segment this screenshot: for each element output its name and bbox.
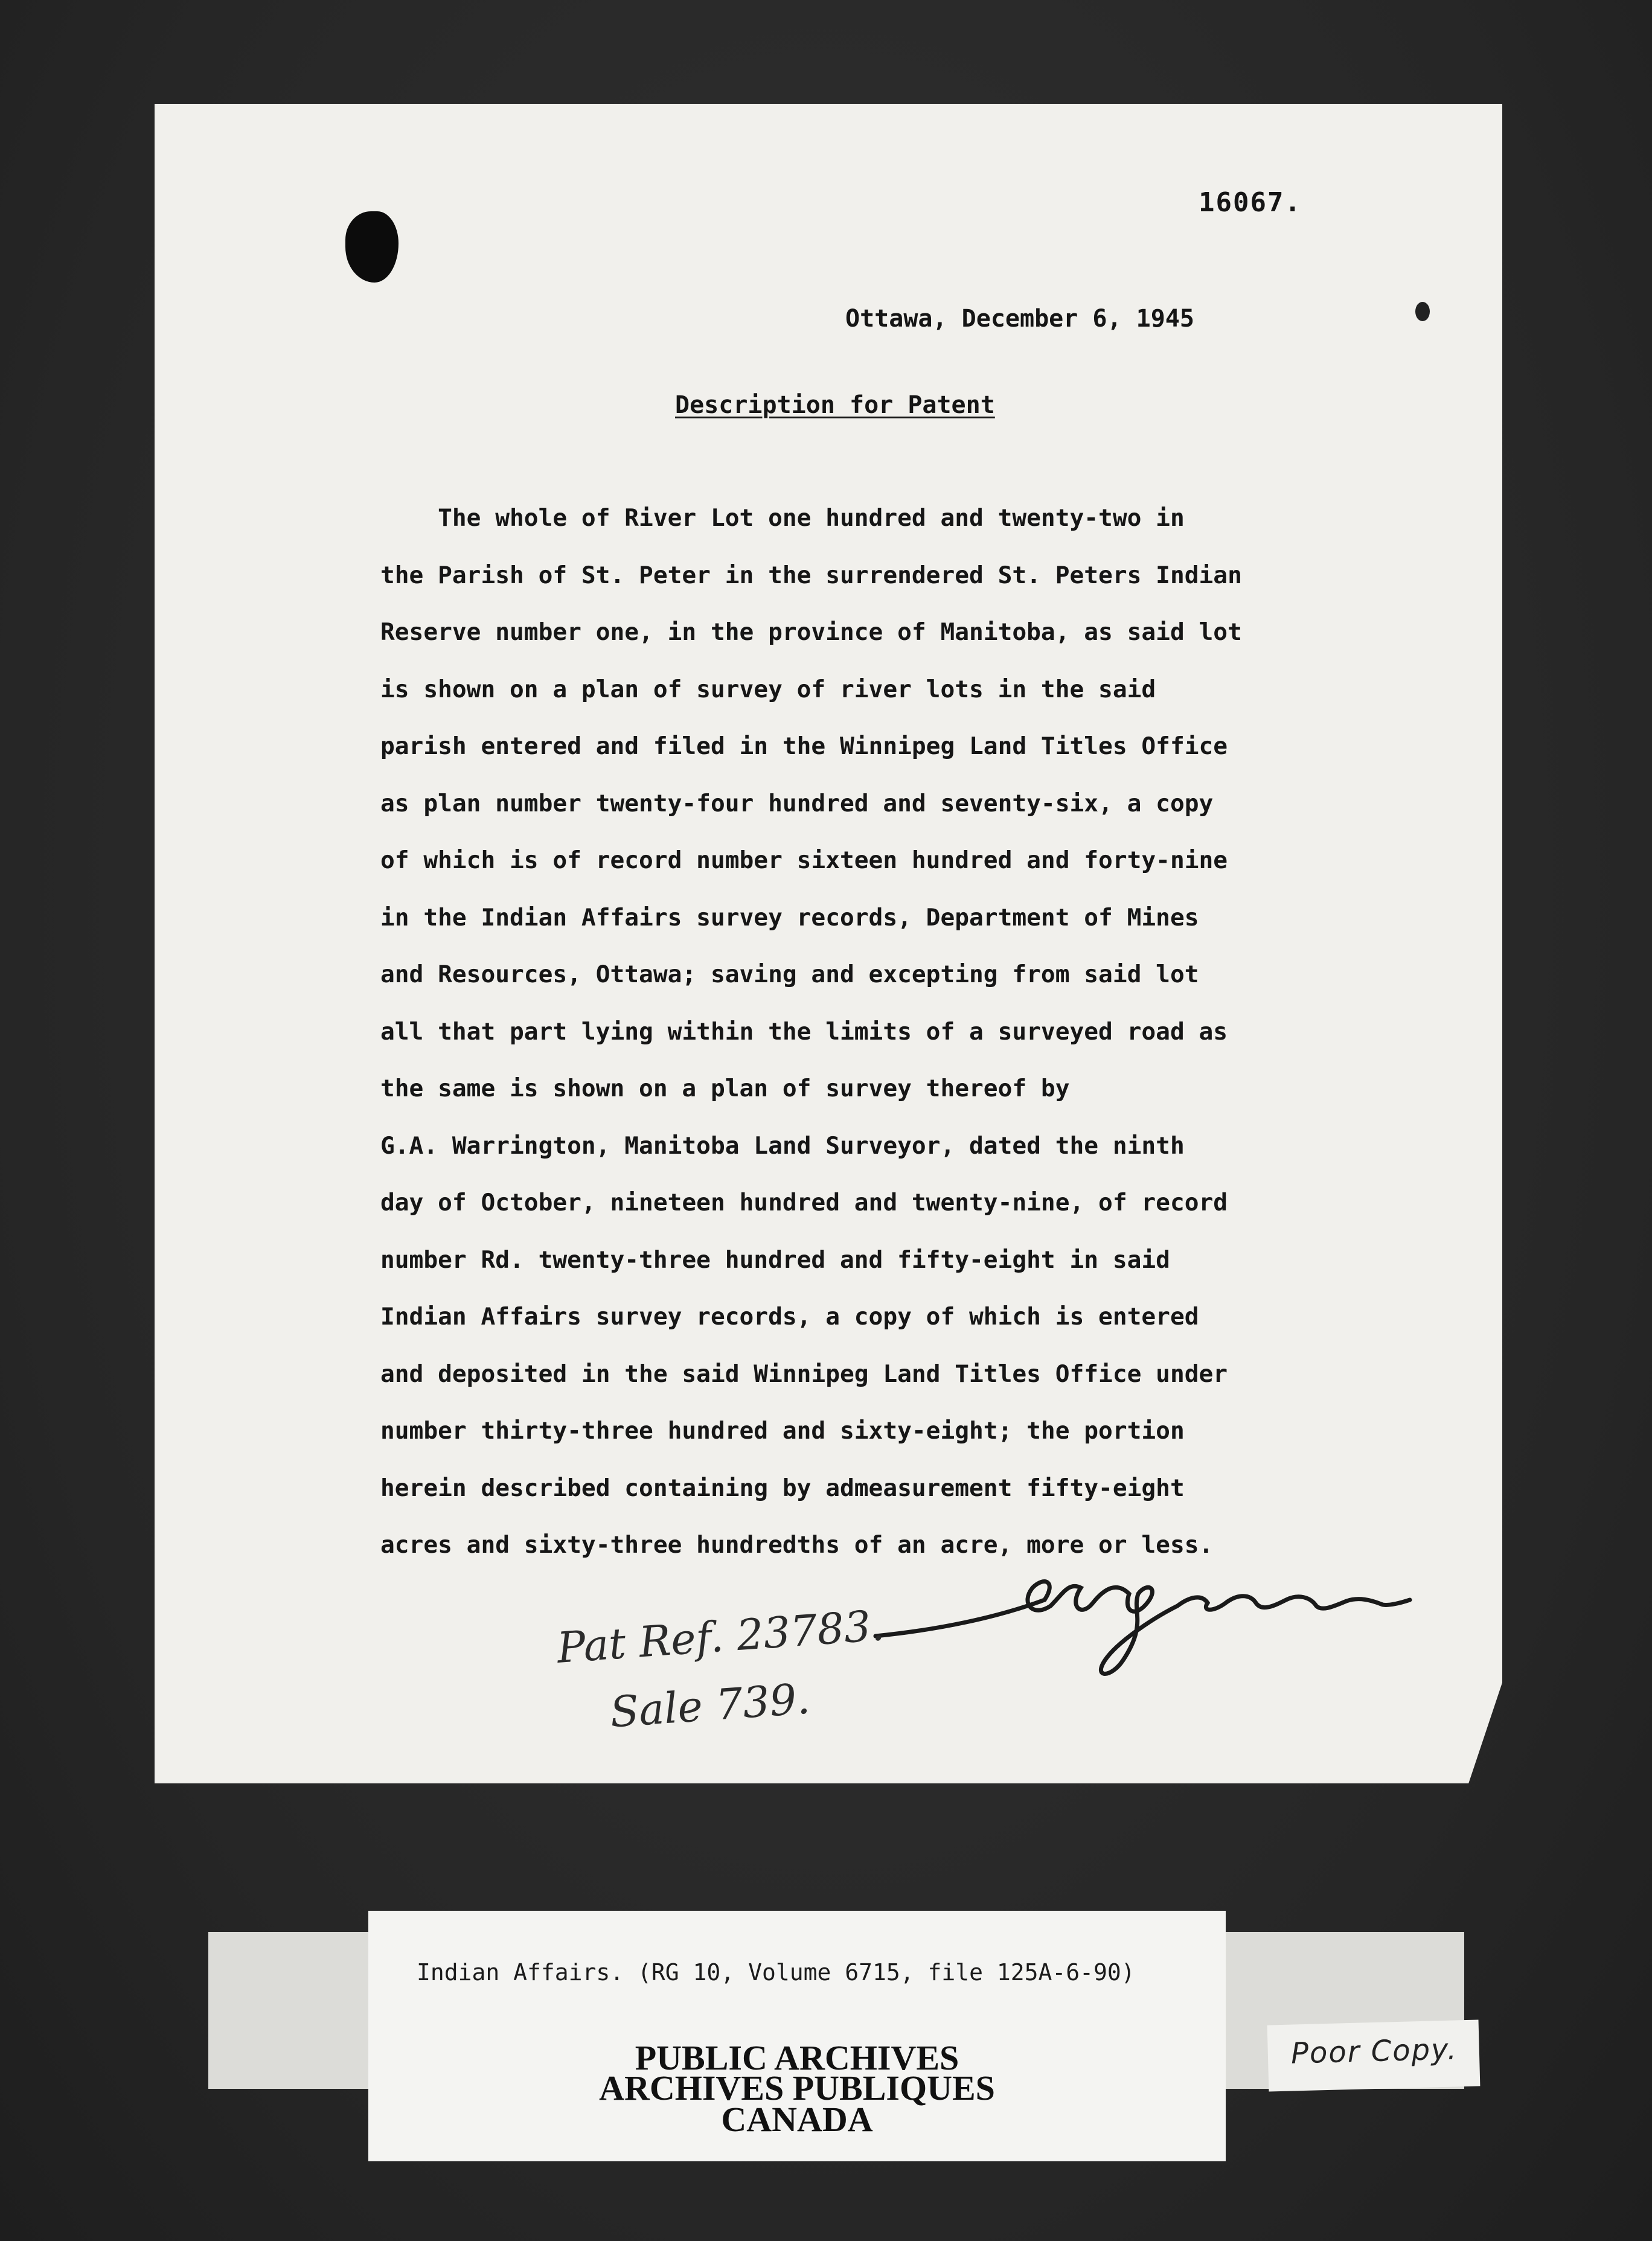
body-line: Indian Affairs survey records, a copy of which is entered — [380, 1303, 1199, 1331]
handwritten-note-sale: Sale 739. — [608, 1674, 812, 1737]
archive-name-line: CANADA — [721, 2100, 873, 2139]
body-line: all that part lying within the limits of a surveyed road as — [380, 1017, 1228, 1046]
document-title: Description for Patent — [675, 391, 995, 419]
handwritten-note-patent-ref: Pat Ref. 23783. — [555, 1600, 886, 1673]
body-line: number Rd. twenty-three hundred and fifty-eight in said — [380, 1245, 1170, 1274]
body-line: the Parish of St. Peter in the surrendered St. Peters Indian — [380, 561, 1242, 589]
body-line: in the Indian Affairs survey records, Department of Mines — [380, 903, 1199, 932]
body-line: acres and sixty-three hundredths of an acre, more or less. — [380, 1531, 1214, 1559]
archive-name-line: PUBLIC ARCHIVES — [635, 2038, 959, 2077]
ink-blot — [345, 211, 399, 283]
collection-reference: Indian Affairs. (RG 10, Volume 6715, file 125A-6-90) — [417, 1959, 1135, 1986]
poor-copy-stamp: Poor Copy. — [1290, 2032, 1458, 2071]
body-line: of which is of record number sixteen hundred and forty-nine — [380, 846, 1228, 874]
body-line: Reserve number one, in the province of Manitoba, as said lot — [380, 618, 1242, 646]
body-line: the same is shown on a plan of survey thereof by — [380, 1075, 1070, 1102]
ink-spot — [1415, 302, 1430, 321]
body-line: number thirty-three hundred and sixty-eight; the portion — [380, 1417, 1185, 1445]
body-line: as plan number twenty-four hundred and seventy-six, a copy — [380, 789, 1214, 817]
body-line: G.A. Warrington, Manitoba Land Surveyor, dated the ninth — [380, 1131, 1185, 1160]
body-line: parish entered and filed in the Winnipeg Land Titles Office — [380, 732, 1228, 760]
body-line: and deposited in the said Winnipeg Land Titles Office under — [380, 1360, 1228, 1388]
document-number: 16067. — [1199, 187, 1302, 218]
archive-name-line: ARCHIVES PUBLIQUES — [599, 2068, 995, 2108]
body-line: day of October, nineteen hundred and twenty-nine, of record — [380, 1189, 1228, 1216]
body-line: and Resources, Ottawa; saving and excepting from said lot — [380, 961, 1199, 988]
signature — [863, 1546, 1419, 1690]
body-text — [380, 500, 1242, 1584]
body-line: The whole of River Lot one hundred and twenty-two in — [380, 504, 1185, 532]
body-line: is shown on a plan of survey of river lots in the said — [380, 675, 1156, 703]
body-line: herein described containing by admeasurement fifty-eight — [380, 1474, 1185, 1502]
date-line: Ottawa, December 6, 1945 — [845, 305, 1194, 333]
